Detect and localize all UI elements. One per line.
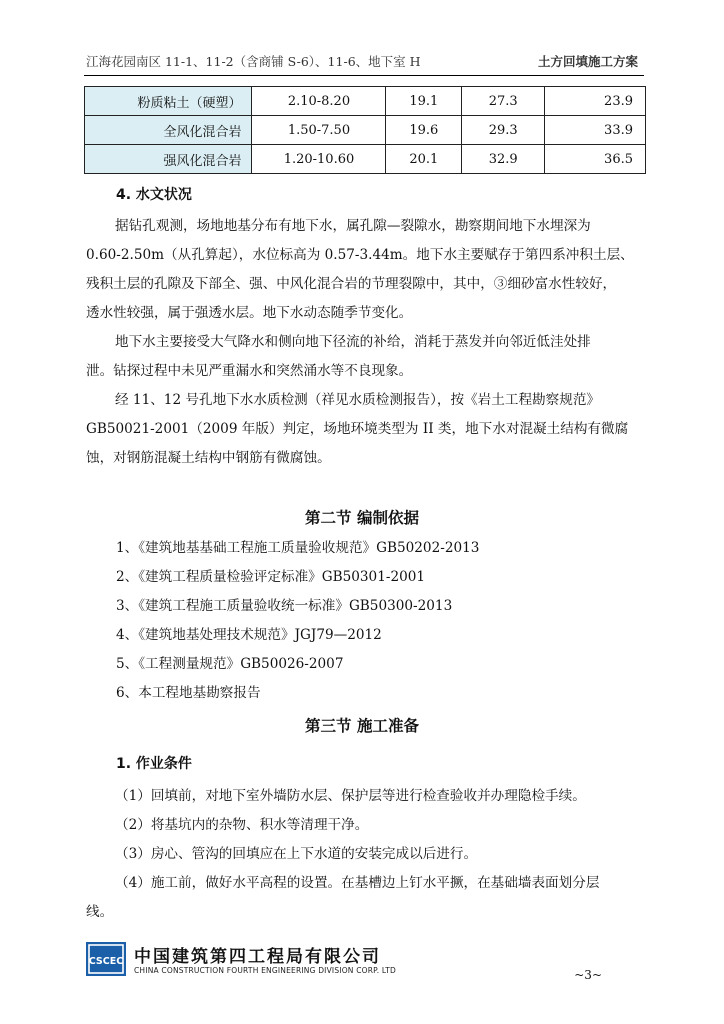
table-cell: 29.3	[462, 116, 545, 145]
header-doc-title: 土方回填施工方案	[537, 54, 638, 69]
paragraph-line: 透水性较强，属于强透水层。地下水动态随季节变化。	[86, 305, 413, 321]
paragraph-line: 据钻孔观测，场地地基分布有地下水，属孔隙—裂隙水，勘察期间地下水埋深为	[115, 218, 591, 234]
paragraph-line: （1）回填前，对地下室外墙防水层、保护层等进行检查验收并办理隐检手续。	[115, 788, 586, 804]
company-logo-icon	[86, 942, 126, 976]
work-conditions-paragraphs	[86, 782, 646, 927]
hydro-heading: 4. 水文状况	[116, 187, 192, 203]
table-cell: 2.10-8.20	[252, 87, 386, 116]
table-cell: 1.20-10.60	[252, 145, 386, 174]
paragraph-line: （3）房心、管沟的回填应在上下水道的安装完成以后进行。	[115, 846, 478, 862]
header-project-title: 江海花园南区 11-1、11-2（含商铺 S-6）、11-6、地下室 H	[86, 54, 421, 69]
table-cell: 19.1	[386, 87, 462, 116]
table-cell-soil-name: 粉质粘土（硬塑）	[85, 87, 252, 116]
table-cell: 20.1	[386, 145, 462, 174]
paragraph-line: 0.60-2.50m（从孔算起），水位标高为 0.57-3.44m。地下水主要赋存于第四系冲积土层、	[86, 247, 634, 263]
table-cell-soil-name: 强风化混合岩	[85, 145, 252, 174]
basis-list	[116, 534, 479, 708]
list-item: 3、《建筑工程施工质量验收统一标准》GB50300-2013	[116, 598, 453, 614]
table-row	[85, 145, 646, 174]
table-cell: 32.9	[462, 145, 545, 174]
section-title-preparation: 第三节 施工准备	[305, 717, 419, 735]
soil-parameter-table	[84, 86, 646, 174]
table-cell: 27.3	[462, 87, 545, 116]
work-conditions-heading: 1. 作业条件	[116, 756, 192, 772]
table-cell: 19.6	[386, 116, 462, 145]
table-cell: 36.5	[545, 145, 646, 174]
paragraph-line: GB50021-2001（2009 年版）判定，场地环境类型为 II 类，地下水对混凝土结构有微腐	[86, 421, 629, 437]
hydro-paragraphs	[86, 212, 646, 473]
table-cell: 23.9	[545, 87, 646, 116]
list-item: 5、《工程测量规范》GB50026-2007	[116, 656, 344, 672]
section-title-basis: 第二节 编制依据	[305, 509, 419, 527]
table-cell: 33.9	[545, 116, 646, 145]
paragraph-line: 线。	[86, 904, 114, 920]
table-cell-soil-name: 全风化混合岩	[85, 116, 252, 145]
list-item: 4、《建筑地基处理技术规范》JGJ79—2012	[116, 627, 382, 643]
paragraph-line: 残积土层的孔隙及下部全、强、中风化混合岩的节理裂隙中，其中，③细砂富水性较好，	[86, 276, 617, 292]
paragraph-line: （2）将基坑内的杂物、积水等清理干净。	[115, 817, 369, 833]
page-number: ~3~	[574, 968, 602, 982]
logo-text: CSCEC	[88, 956, 124, 967]
paragraph-line: （4）施工前，做好水平高程的设置。在基槽边上钉水平撅，在基础墙表面划分层	[115, 875, 600, 891]
footer-company-name: 中国建筑第四工程局有限公司	[134, 947, 381, 967]
paragraph-line: 蚀，对钢筋混凝土结构中钢筋有微腐蚀。	[86, 450, 331, 466]
paragraph-line: 地下水主要接受大气降水和侧向地下径流的补给，消耗于蒸发并向邻近低洼处排	[115, 334, 591, 350]
paragraph-line: 经 11、12 号孔地下水水质检测（祥见水质检测报告），按《岩土工程勘察规范》	[115, 392, 601, 408]
table-cell: 1.50-7.50	[252, 116, 386, 145]
table-row	[85, 116, 646, 145]
table-row	[85, 87, 646, 116]
list-item: 6、本工程地基勘察报告	[116, 685, 261, 701]
paragraph-line: 泄。钻探过程中未见严重漏水和突然涌水等不良现象。	[86, 363, 413, 379]
list-item: 2、《建筑工程质量检验评定标准》GB50301-2001	[116, 569, 426, 585]
header-divider	[84, 75, 644, 76]
list-item: 1、《建筑地基基础工程施工质量验收规范》GB50202-2013	[116, 540, 480, 556]
footer-company-name-en: CHINA CONSTRUCTION FOURTH ENGINEERING DIVISION CORP. LTD	[134, 966, 396, 975]
